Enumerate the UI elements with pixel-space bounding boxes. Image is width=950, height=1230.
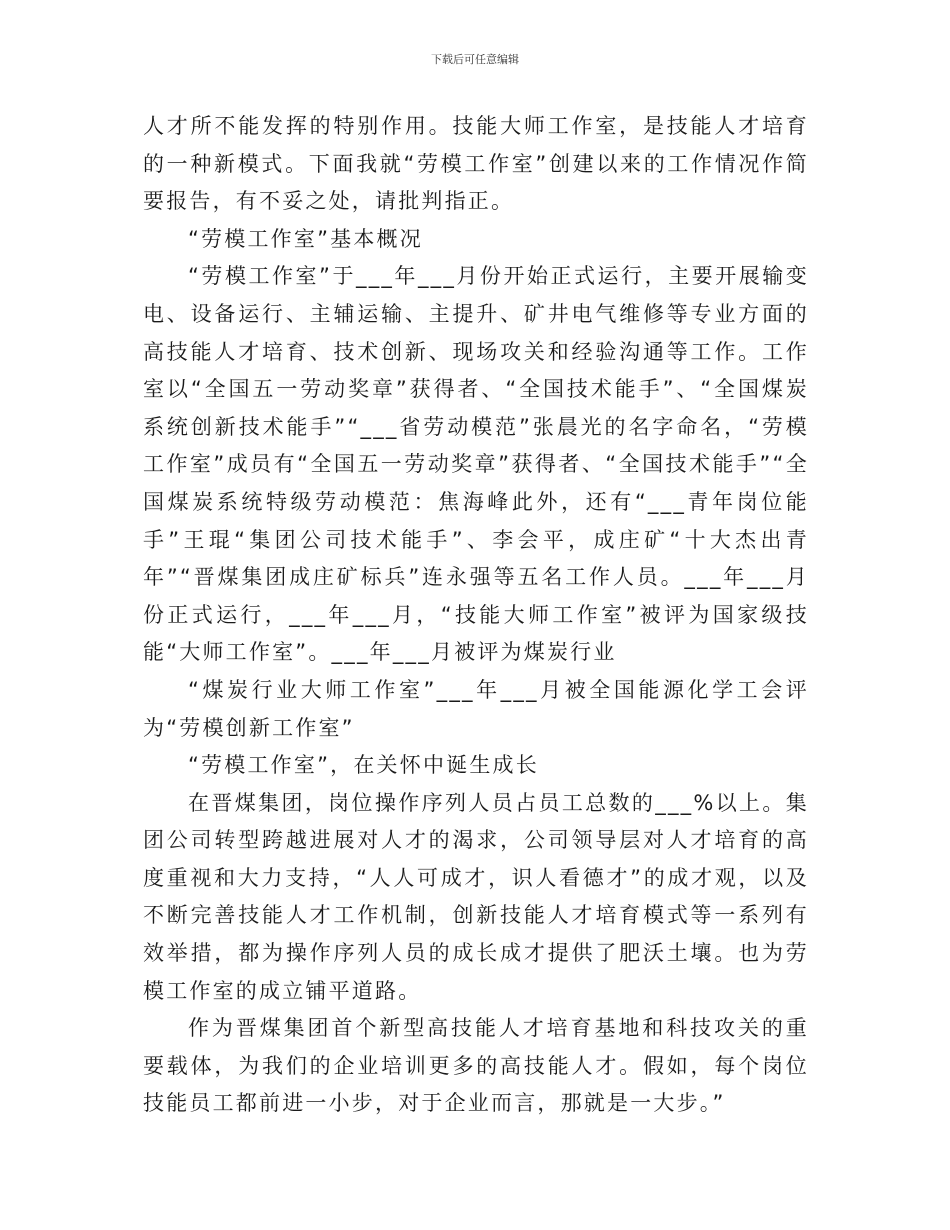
paragraph-conclusion: 作为晋煤集团首个新型高技能人才培育基地和科技攻关的重要载体，为我们的企业培训更多的高技能人才。假如，每个岗位技能员工都前进一小步，对于企业而言，那就是一大步。” — [143, 1016, 809, 1116]
page-header: 下载后可任意编辑 — [431, 53, 519, 66]
section-heading-overview: “劳模工作室”基本概况 — [188, 226, 423, 251]
paragraph-1: 人才所不能发挥的特别作用。技能大师工作室，是技能人才培育的一种新模式。下面我就“劳模工作室”创建以来的工作情况作简要报告，有不妥之处，请批判指正。 — [143, 114, 809, 214]
paragraph-overview: “劳模工作室”于___年___月份开始正式运行，主要开展输变电、设备运行、主辅运输、主提升、矿井电气维修等专业方面的高技能人才培育、技术创新、现场攻关和经验沟通等工作。工作室以“全国五一劳动奖章”获得者、“全国技术能手”、“全国煤炭系统创新技术能手”“___省劳动模范”张晨光的名字命名，“劳模工作室”成员有“全国五一劳动奖章”获得者、“全国技术能手”“全国煤炭系统特级劳动模范：焦海峰此外，还有“___青年岗位能手”王琨“集团公司技术能手”、李会平，成庄矿“十大杰出青年”“晋煤集团成庄矿标兵”连永强等五名工作人员。___年___月份正式运行，___年___月，“技能大师工作室”被评为国家级技能“大师工作室”。___年___月被评为煤炭行业 — [143, 264, 809, 665]
section-heading-growth: “劳模工作室”，在关怀中诞生成长 — [188, 753, 539, 778]
document-body — [143, 108, 809, 1123]
paragraph-awards: “煤炭行业大师工作室”___年___月被全国能源化学工会评为“劳模创新工作室” — [143, 677, 809, 740]
paragraph-growth: 在晋煤集团，岗位操作序列人员占员工总数的___%以上。集团公司转型跨越进展对人才的渴求，公司领导层对人才培育的高度重视和大力支持，“人人可成才，识人看德才”的成才观，以及不断完善技能人才工作机制，创新技能人才培育模式等一系列有效举措，都为操作序列人员的成长成才提供了肥沃土壤。也为劳模工作室的成立铺平道路。 — [143, 790, 809, 1003]
